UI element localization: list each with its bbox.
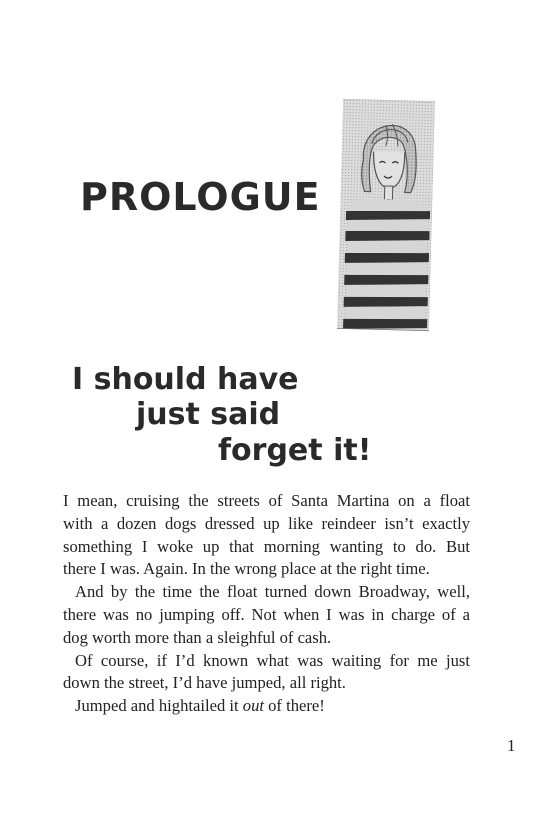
chapter-title: PROLOGUE bbox=[80, 175, 321, 219]
text-line bbox=[63, 695, 470, 718]
paragraph-3 bbox=[63, 650, 470, 696]
headline-line-3: forget it! bbox=[218, 433, 372, 468]
paragraph-4 bbox=[63, 695, 470, 718]
paragraph-1 bbox=[63, 490, 470, 581]
paragraph-2 bbox=[63, 581, 470, 649]
text-line: down the street, I’d have jumped, all right. bbox=[63, 673, 346, 693]
text-run: of there! bbox=[263, 696, 325, 716]
girl-portrait-illustration bbox=[337, 99, 435, 331]
page-number: 1 bbox=[507, 736, 516, 755]
headline-line-2: just said bbox=[136, 397, 281, 432]
text-line: dog worth more than a sleighful of cash. bbox=[63, 627, 332, 647]
headline-line-1: I should have bbox=[72, 362, 299, 397]
text-run: Jumped and hightailed it bbox=[75, 696, 243, 716]
text-line: there I was. Again. In the wrong place at the right time. bbox=[63, 559, 430, 579]
text-line: Of course, if I’d known what was waiting for me just bbox=[75, 650, 470, 670]
text-line: something I woke up that morning wanting to do. But bbox=[63, 536, 470, 556]
body-text bbox=[63, 490, 470, 718]
text-line: there was no jumping off. Not when I was in charge of a bbox=[63, 604, 470, 624]
emphasis-text: out bbox=[242, 696, 264, 716]
text-line: I mean, cruising the streets of Santa Martina on a float bbox=[63, 491, 470, 510]
girl-portrait-collage-icon bbox=[337, 99, 435, 331]
text-line: with a dozen dogs dressed up like reindeer isn’t exactly bbox=[63, 513, 470, 533]
text-line: And by the time the float turned down Broadway, well, bbox=[75, 582, 470, 602]
